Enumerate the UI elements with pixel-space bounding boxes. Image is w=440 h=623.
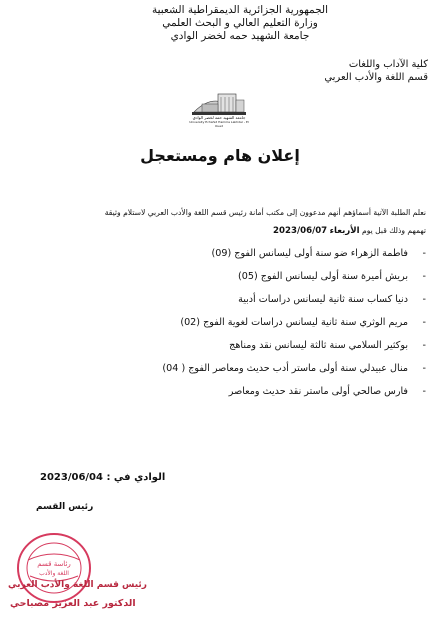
list-item: -مريم الوثري سنة ثانية ليسانس دراسات لغوية الفوج (02)	[180, 317, 426, 328]
list-item: -دنيا كساب سنة ثانية ليسانس دراسات أدبية	[238, 294, 426, 305]
deadline-day: الأربعاء	[329, 226, 360, 236]
list-item: -بوكثير السلامي سنة ثالثة ليسانس نقد ومناهج	[229, 340, 426, 351]
list-item: -فاطمة الزهراء ضو سنة أولى ليسانس الفوج (09)	[211, 248, 426, 259]
republic-heading: الجمهورية الجزائرية الديمقراطية الشعبية	[151, 4, 329, 16]
deadline-line	[273, 226, 426, 236]
list-item: -منال عبيدلي سنة أولى ماستر أدب حديث ومعاصر الفوج ( 04)	[162, 363, 426, 374]
announcement-title: إعلان هام ومستعجل	[140, 146, 300, 165]
faculty-name: كلية الآداب واللغات	[348, 59, 428, 70]
list-item: -فارس صالحي أولى ماستر نقد حديث ومعاصر	[228, 386, 426, 397]
deadline-date: 2023/06/07	[273, 226, 328, 236]
department-name: قسم اللغة والأدب العربي	[324, 72, 428, 83]
logo-caption: جامعة الشهيد حمه لخضر الوادي	[192, 115, 246, 120]
intro-text: نعلم الطلبة الآتية أسماؤهم أنهم مدعوون إلى مكتب أمانة رئيس قسم اللغة والأدب العربي لاستلام وثيقة	[104, 208, 426, 217]
svg-text:اللغة والأدب: اللغة والأدب	[39, 570, 69, 577]
ministry-heading: وزارة التعليم العالي و البحث العلمي	[162, 17, 318, 29]
svg-text:رئاسة قسم: رئاسة قسم	[37, 560, 71, 568]
logo-caption-latin: University Echahid Hamma Lakhdar - El Oued	[189, 120, 249, 128]
signature-name: الدكتور عبد العزيز مصباحي	[10, 598, 136, 609]
list-item: -بريش أميرة سنة أولى ليسانس الفوج (05)	[238, 271, 426, 282]
university-logo	[188, 90, 250, 128]
university-heading: جامعة الشهيد حمه لخضر الوادي	[170, 30, 310, 42]
place-date: الوادي في : 2023/06/04	[40, 472, 166, 483]
student-list	[162, 247, 426, 408]
signature-role: رئيس قسم اللغة والأدب العربي	[8, 580, 147, 590]
deadline-prefix: تهمهم وذلك قبل يوم	[362, 226, 426, 235]
department-head-title: رئيس القسم	[36, 502, 94, 512]
